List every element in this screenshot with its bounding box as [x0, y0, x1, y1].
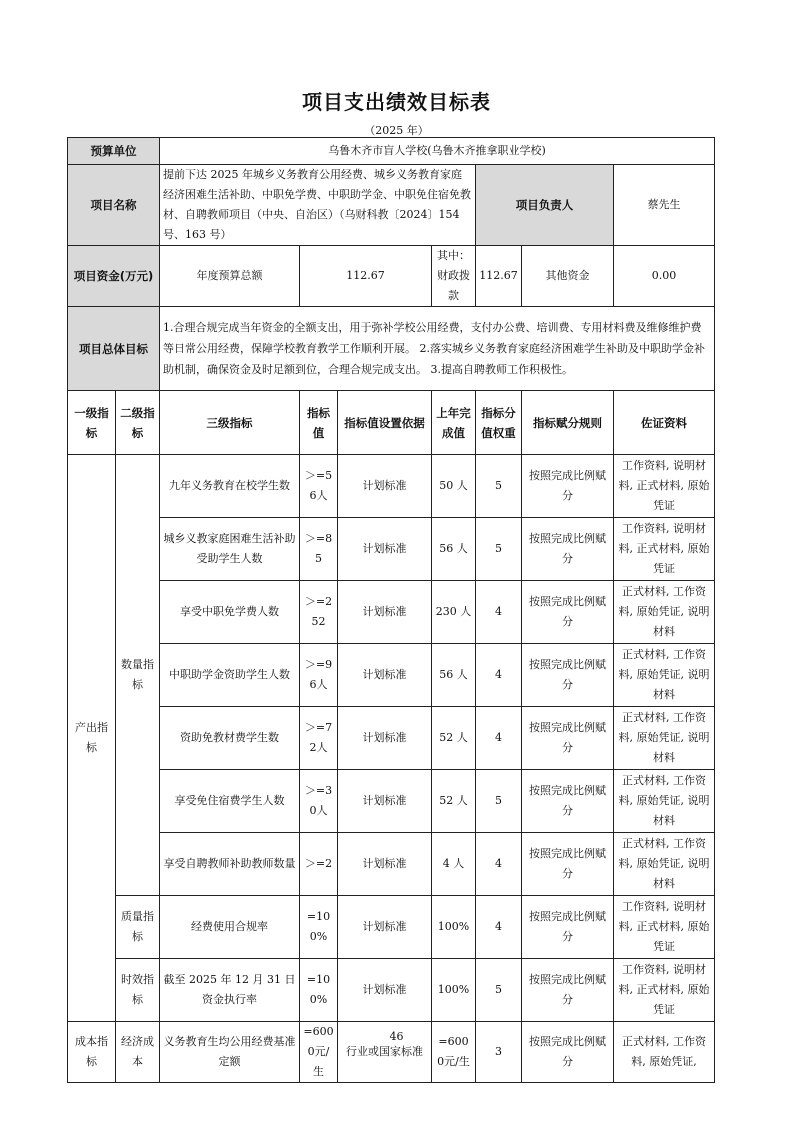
indicator-basis: 计划标准 [338, 644, 432, 707]
header-value: 指标值 [300, 391, 338, 455]
header-weight: 指标分值权重 [476, 391, 522, 455]
indicator-rule: 按照完成比例赋分 [522, 707, 614, 770]
indicator-last: 100% [432, 959, 476, 1022]
indicator-basis: 行业或国家标准 [338, 1022, 432, 1083]
indicator-evidence: 工作资料, 说明材料, 正式材料, 原始凭证 [614, 455, 715, 518]
indicator-name: 享受中职免学费人数 [160, 581, 300, 644]
page-number: 46 [389, 1030, 404, 1043]
group-timeliness: 时效指标 [116, 959, 160, 1022]
indicator-rule: 按照完成比例赋分 [522, 896, 614, 959]
indicator-basis: 计划标准 [338, 833, 432, 896]
indicator-basis: 计划标准 [338, 518, 432, 581]
indicator-last: 52 人 [432, 707, 476, 770]
indicator-basis: 计划标准 [338, 581, 432, 644]
indicator-value: ＞=2 [300, 833, 338, 896]
indicator-name: 中职助学金资助学生人数 [160, 644, 300, 707]
header-level1: 一级指标 [68, 391, 116, 455]
indicator-last: 56 人 [432, 518, 476, 581]
indicator-last: 100% [432, 896, 476, 959]
group-cost: 成本指标 [68, 1022, 116, 1083]
indicator-evidence: 正式材料, 工作资料, 原始凭证, 说明材料 [614, 770, 715, 833]
header-evidence: 佐证资料 [614, 391, 715, 455]
header-last-year: 上年完成值 [432, 391, 476, 455]
indicator-weight: 4 [476, 833, 522, 896]
unit-row [68, 138, 715, 165]
unit-value: 乌鲁木齐市盲人学校(乌鲁木齐推拿职业学校) [160, 138, 715, 165]
indicator-weight: 5 [476, 959, 522, 1022]
indicator-name: 义务教育生均公用经费基准定额 [160, 1022, 300, 1083]
indicator-weight: 5 [476, 770, 522, 833]
table-row [68, 455, 715, 518]
page-title: 项目支出绩效目标表 [302, 90, 491, 114]
indicator-value: ＞=72人 [300, 707, 338, 770]
funds-label: 项目资金(万元) [68, 246, 160, 307]
project-name-value: 提前下达 2025 年城乡义务教育公用经费、城乡义务教育家庭经济困难生活补助、中职免学费、中职助学金、中职免住宿免教材、自聘教师项目（中央、自治区）（乌财科教〔2024〕154 号、163 号） [160, 165, 476, 246]
goal-label: 项目总体目标 [68, 307, 160, 391]
performance-table [67, 137, 715, 1083]
funds-annual-value: 112.67 [300, 246, 432, 307]
table-row [68, 518, 715, 581]
funds-fiscal-value: 112.67 [476, 246, 522, 307]
table-row [68, 644, 715, 707]
funds-other-label: 其他资金 [522, 246, 614, 307]
indicator-rule: 按照完成比例赋分 [522, 770, 614, 833]
goal-text: 1.合理合规完成当年资金的全额支出，用于弥补学校公用经费，支付办公费、培训费、专用材料费及维修维护费等日常公用经费，保障学校教育教学工作顺利开展。 2.落实城乡义务教育家庭经济困难学生补助及中职助学金补助机制，确保资金及时足额到位，合理合规完成支出。 3.提高自聘教师工作积极性。 [160, 307, 715, 391]
indicator-last: 56 人 [432, 644, 476, 707]
header-basis: 指标值设置依据 [338, 391, 432, 455]
indicator-name: 经费使用合规率 [160, 896, 300, 959]
indicator-value: ＞=96人 [300, 644, 338, 707]
table-row [68, 833, 715, 896]
indicator-weight: 4 [476, 896, 522, 959]
indicator-value: ＞=252 [300, 581, 338, 644]
indicator-rule: 按照完成比例赋分 [522, 644, 614, 707]
indicator-weight: 4 [476, 581, 522, 644]
indicator-last: 230 人 [432, 581, 476, 644]
indicator-value: =6000元/生 [300, 1022, 338, 1083]
indicator-basis: 计划标准 [338, 707, 432, 770]
group-quantity: 数量指标 [116, 455, 160, 896]
indicator-rule: 按照完成比例赋分 [522, 1022, 614, 1083]
header-rule: 指标赋分规则 [522, 391, 614, 455]
indicator-basis: 计划标准 [338, 959, 432, 1022]
project-owner-value: 蔡先生 [614, 165, 715, 246]
goal-row [68, 307, 715, 391]
indicator-weight: 4 [476, 707, 522, 770]
indicator-last: 4 人 [432, 833, 476, 896]
group-economic: 经济成本 [116, 1022, 160, 1083]
table-row [68, 707, 715, 770]
project-row [68, 165, 715, 246]
table-row [68, 770, 715, 833]
year-label: （2025 年） [364, 124, 429, 137]
project-owner-label: 项目负责人 [476, 165, 614, 246]
indicator-name: 资助免教材费学生数 [160, 707, 300, 770]
group-quality: 质量指标 [116, 896, 160, 959]
header-row [68, 391, 715, 455]
indicator-basis: 计划标准 [338, 770, 432, 833]
funds-annual-label: 年度预算总额 [160, 246, 300, 307]
funds-other-value: 0.00 [614, 246, 715, 307]
indicator-value: ＞=85 [300, 518, 338, 581]
indicator-value: ＞=56人 [300, 455, 338, 518]
indicator-last: =6000元/生 [432, 1022, 476, 1083]
indicator-evidence: 正式材料, 工作资料, 原始凭证, 说明材料 [614, 833, 715, 896]
indicator-rule: 按照完成比例赋分 [522, 833, 614, 896]
indicator-rule: 按照完成比例赋分 [522, 518, 614, 581]
indicator-evidence: 正式材料, 工作资料, 原始凭证, 说明材料 [614, 581, 715, 644]
indicator-basis: 计划标准 [338, 896, 432, 959]
indicator-weight: 5 [476, 455, 522, 518]
funds-fiscal-label: 其中：财政拨款 [432, 246, 476, 307]
indicator-value: ＞=30人 [300, 770, 338, 833]
indicator-rule: 按照完成比例赋分 [522, 455, 614, 518]
indicator-name: 享受自聘教师补助教师数量 [160, 833, 300, 896]
project-name-label: 项目名称 [68, 165, 160, 246]
indicator-evidence: 工作资料, 说明材料, 正式材料, 原始凭证 [614, 959, 715, 1022]
header-level3: 三级指标 [160, 391, 300, 455]
indicator-evidence: 工作资料, 说明材料, 正式材料, 原始凭证 [614, 518, 715, 581]
indicator-evidence: 工作资料, 说明材料, 正式材料, 原始凭证 [614, 896, 715, 959]
funds-row [68, 246, 715, 307]
unit-label: 预算单位 [68, 138, 160, 165]
indicator-evidence: 正式材料, 工作资料, 原始凭证, [614, 1022, 715, 1083]
indicator-rule: 按照完成比例赋分 [522, 581, 614, 644]
header-level2: 二级指标 [116, 391, 160, 455]
indicator-weight: 3 [476, 1022, 522, 1083]
indicator-value: =100% [300, 896, 338, 959]
indicator-rule: 按照完成比例赋分 [522, 959, 614, 1022]
indicator-last: 50 人 [432, 455, 476, 518]
indicator-name: 享受免住宿费学生人数 [160, 770, 300, 833]
indicator-name: 城乡义教家庭困难生活补助受助学生人数 [160, 518, 300, 581]
indicator-last: 52 人 [432, 770, 476, 833]
table-row [68, 896, 715, 959]
indicator-weight: 4 [476, 644, 522, 707]
indicator-name: 九年义务教育在校学生数 [160, 455, 300, 518]
indicator-evidence: 正式材料, 工作资料, 原始凭证, 说明材料 [614, 707, 715, 770]
indicator-name: 截至 2025 年 12 月 31 日资金执行率 [160, 959, 300, 1022]
group-output: 产出指标 [68, 455, 116, 1022]
table-row [68, 959, 715, 1022]
indicator-basis: 计划标准 [338, 455, 432, 518]
indicator-evidence: 正式材料, 工作资料, 原始凭证, 说明材料 [614, 644, 715, 707]
table-row [68, 581, 715, 644]
indicator-weight: 5 [476, 518, 522, 581]
indicator-value: =100% [300, 959, 338, 1022]
